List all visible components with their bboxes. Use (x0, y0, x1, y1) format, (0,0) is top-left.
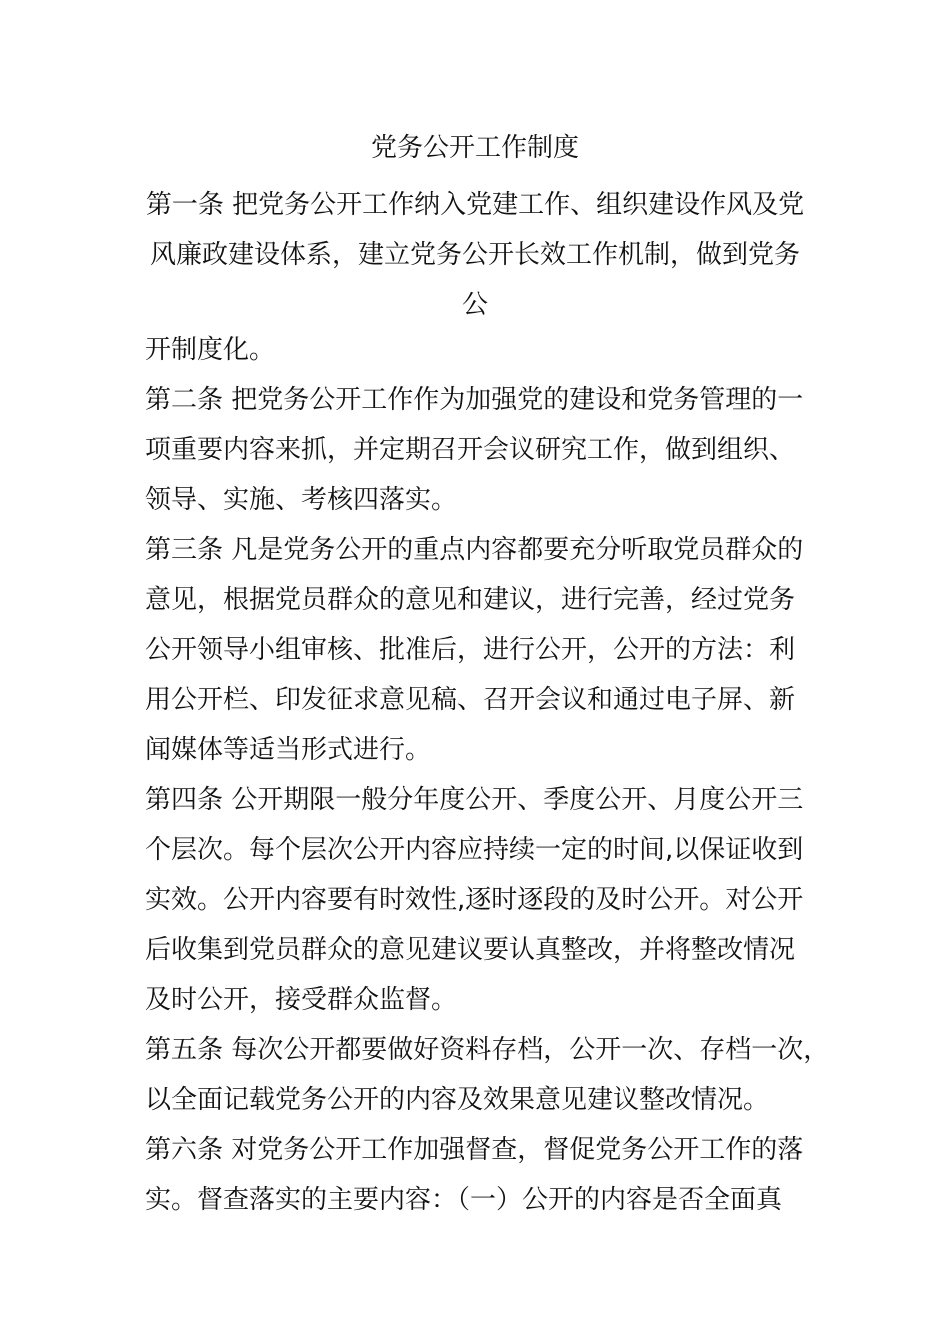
body-line: 开制度化。 (145, 335, 276, 365)
body-line: 第四条 公开期限一般分年度公开、季度公开、月度公开三 (145, 785, 804, 815)
body-line: 第五条 每次公开都要做好资料存档，公开一次、存档一次， (145, 1035, 830, 1065)
body-line: 实。督查落实的主要内容：（一）公开的内容是否全面真 (145, 1185, 783, 1215)
body-line: 第二条 把党务公开工作作为加强党的建设和党务管理的一 (145, 385, 804, 415)
body-line: 第三条 凡是党务公开的重点内容都要充分听取党员群众的 (145, 535, 804, 565)
article-1-line-1: 第一条 把党务公开工作纳入党建工作、组织建设作风及党 (145, 190, 805, 220)
document-title: 党务公开工作制度 (370, 133, 579, 163)
body-line: 公开领导小组审核、批准后，进行公开，公开的方法：利 (145, 635, 796, 665)
body-line: 闻媒体等适当形式进行。 (145, 735, 432, 765)
article-1-centered (0, 180, 950, 330)
body-line: 以全面记载党务公开的内容及效果意见建议整改情况。 (145, 1085, 770, 1115)
body-line: 用公开栏、印发征求意见稿、召开会议和通过电子屏、新 (145, 685, 796, 715)
body-line: 实效。公开内容要有时效性,逐时逐段的及时公开。对公开 (145, 885, 804, 915)
body-line: 项重要内容来抓，并定期召开会议研究工作，做到组织、 (145, 435, 796, 465)
body-line: 后收集到党员群众的意见建议要认真整改，并将整改情况 (145, 935, 796, 965)
document-body (145, 325, 829, 1225)
article-1-line-3: 公 (461, 290, 488, 320)
article-1-line-2: 风廉政建设体系，建立党务公开长效工作机制，做到党务 (149, 240, 800, 270)
body-line: 第六条 对党务公开工作加强督查，督促党务公开工作的落 (145, 1135, 804, 1165)
body-line: 个层次。每个层次公开内容应持续一定的时间,以保证收到 (145, 835, 804, 865)
body-line: 领导、实施、考核四落实。 (145, 485, 458, 515)
body-line: 意见，根据党员群众的意见和建议，进行完善，经过党务 (145, 585, 796, 615)
body-line: 及时公开，接受群众监督。 (145, 985, 458, 1015)
